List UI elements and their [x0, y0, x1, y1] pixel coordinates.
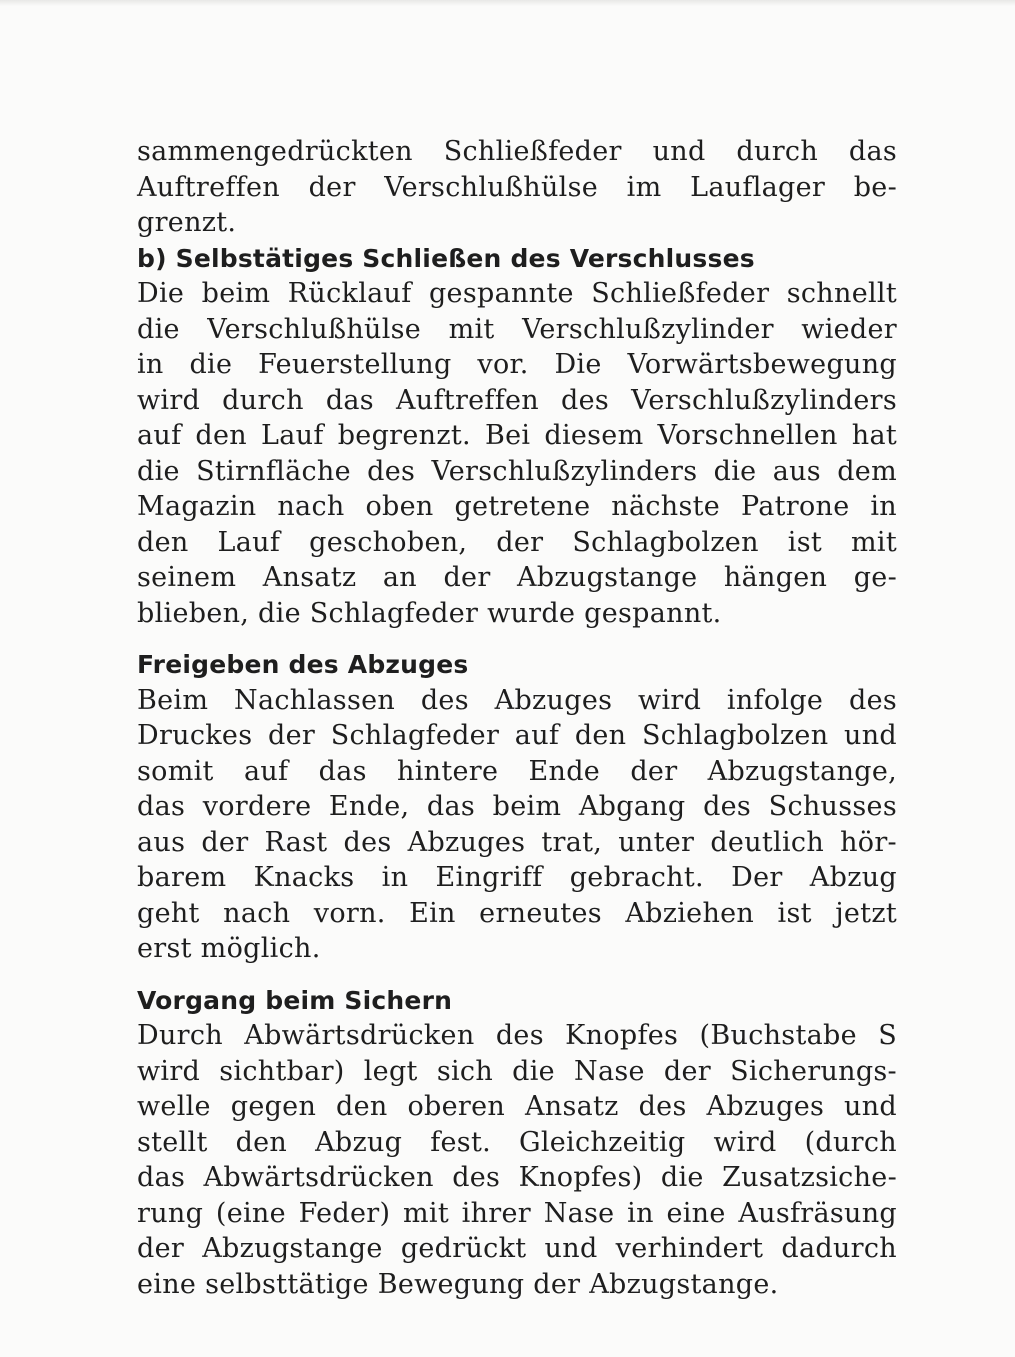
paragraph-continuation — [137, 134, 897, 241]
section-heading: Freigeben des Abzuges — [137, 650, 469, 679]
text-line: die Stirnfläche des Verschlußzylinders die aus dem — [137, 455, 897, 487]
scan-edge — [0, 0, 1015, 6]
text-line: Durch Abwärtsdrücken des Knopfes (Buchstabe S — [137, 1020, 897, 1051]
text-line: in die Feuerstellung vor. Die Vorwärtsbewegung — [137, 349, 897, 380]
text-line: der Abzugstange gedrückt und verhindert dadurch — [137, 1233, 897, 1264]
section-vorgang-beim-sichern — [137, 983, 897, 1303]
section-gap — [137, 967, 897, 983]
text-line: Auftreffen der Verschlußhülse im Lauflager be- — [137, 171, 897, 203]
text-line: Magazin nach oben getretene nächste Patrone in — [137, 491, 897, 522]
text-line: stellt den Abzug fest. Gleichzeitig wird (durch — [137, 1126, 897, 1158]
text-line: seinem Ansatz an der Abzugstange hängen ge- — [137, 562, 897, 593]
text-line: grenzt. — [137, 207, 237, 238]
text-line: aus der Rast des Abzuges trat, unter deutlich hör- — [137, 826, 897, 858]
text-line: Die beim Rücklauf gespannte Schließfeder schnellt — [137, 278, 897, 309]
text-line: eine selbsttätige Bewegung der Abzugstange. — [137, 1268, 779, 1300]
text-line: barem Knacks in Eingriff gebracht. Der Abzug — [137, 862, 897, 893]
text-block — [137, 134, 897, 1302]
section-gap — [137, 631, 897, 647]
text-line: wird sichtbar) legt sich die Nase der Sicherungs- — [137, 1055, 897, 1087]
text-line: erst möglich. — [137, 933, 321, 964]
text-line: das Abwärtsdrücken des Knopfes) die Zusatzsiche- — [137, 1162, 897, 1193]
text-line: Beim Nachlassen des Abzuges wird infolge des — [137, 684, 897, 716]
text-line: rung (eine Feder) mit ihrer Nase in eine Ausfräsung — [137, 1197, 897, 1229]
text-line: Druckes der Schlagfeder auf den Schlagbolzen und — [137, 720, 897, 751]
text-line: auf den Lauf begrenzt. Bei diesem Vorschnellen hat — [137, 420, 897, 451]
section-heading: b) Selbstätiges Schließen des Verschlusses — [137, 243, 755, 273]
text-line: sammengedrückten Schließfeder und durch das — [137, 136, 897, 167]
text-line: blieben, die Schlagfeder wurde gespannt. — [137, 597, 722, 629]
text-line: somit auf das hintere Ende der Abzugstange, — [137, 755, 897, 787]
text-line: den Lauf geschoben, der Schlagbolzen ist mit — [137, 526, 897, 558]
text-line: die Verschlußhülse mit Verschlußzylinder wieder — [137, 313, 897, 345]
section-heading: Vorgang beim Sichern — [137, 985, 453, 1015]
section-freigeben-des-abzuges — [137, 647, 897, 967]
text-line: das vordere Ende, das beim Abgang des Schusses — [137, 791, 897, 822]
text-line: geht nach vorn. Ein erneutes Abziehen ist jetzt — [137, 897, 897, 929]
text-line: welle gegen den oberen Ansatz des Abzuges und — [137, 1091, 897, 1122]
section-selbsttaetiges-schliessen — [137, 241, 897, 632]
text-line: wird durch das Auftreffen des Verschlußzylinders — [137, 384, 897, 416]
